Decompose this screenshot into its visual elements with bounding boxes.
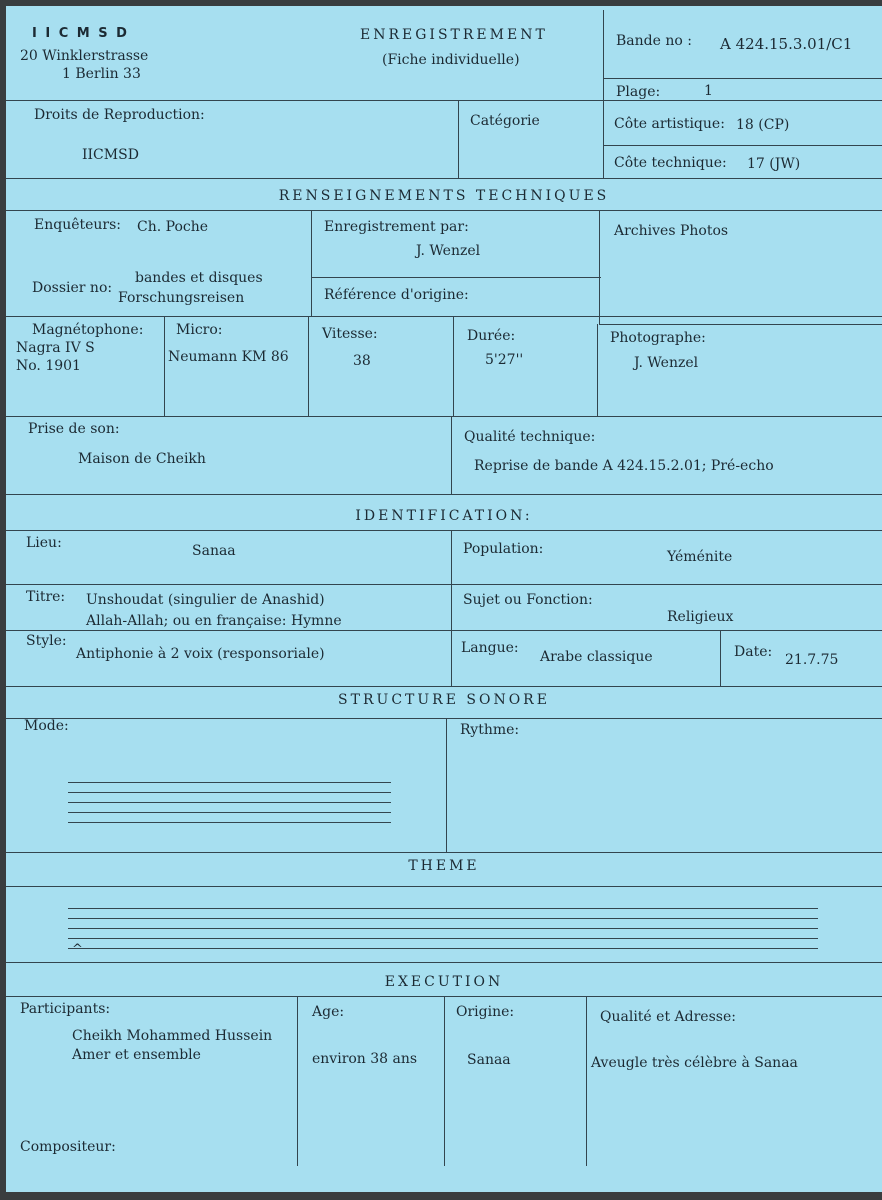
population-value: Yéménite [667,549,733,565]
rule-micro-right [308,316,309,416]
prise-de-son-value: Maison de Cheikh [78,451,206,467]
qualite-adresse-value: Aveugle très célèbre à Sanaa [591,1055,798,1071]
section-execution: EXECUTION [384,974,504,990]
cote-artistique-label: Côte artistique: [614,116,725,132]
rule-rights-bottom [6,178,882,179]
theme-staff-line [68,938,818,939]
rule-magneto-right [164,316,165,416]
reference-origine-label: Référence d'origine: [324,287,469,303]
form-subtitle: (Fiche individuelle) [382,52,520,68]
rythme-label: Rythme: [460,722,520,738]
style-value: Antiphonie à 2 voix (responsoriale) [76,646,325,662]
enqueteurs-value: Ch. Poche [137,219,209,235]
rule-enreg-right [599,210,600,324]
rule-prise-right [451,416,452,494]
section-identification: IDENTIFICATION: [355,508,533,524]
section-renseignements-techniques: RENSEIGNEMENTS TECHNIQUES [278,188,610,204]
population-label: Population: [463,541,544,557]
rule-origine-right [586,996,587,1166]
langue-label: Langue: [461,640,519,656]
mode-staff-line [68,822,391,823]
magnetophone-label: Magnétophone: [32,322,144,338]
prise-de-son-label: Prise de son: [28,421,120,437]
org-name: I I C M S D [32,26,129,41]
participants-value-line2: Amer et ensemble [72,1047,201,1063]
micro-value: Neumann KM 86 [168,349,289,365]
rule-enqueteurs-right [311,210,312,316]
theme-staff-line [68,918,818,919]
theme-staff-line [68,908,818,909]
rule-theme-bottom [6,962,882,963]
rule-style-bottom [6,686,882,687]
origine-value: Sanaa [467,1052,511,1068]
rule-reference-top [311,277,601,278]
rule-vitesse-right [453,316,454,416]
vitesse-label: Vitesse: [322,326,378,342]
date-label: Date: [734,644,773,660]
mode-staff-line [68,802,391,803]
mode-staff-line [68,812,391,813]
rule-ident-section-bottom [6,530,882,531]
rule-age-right [444,996,445,1166]
rule-cote-art-bottom [603,145,882,146]
qualite-technique-label: Qualité technique: [464,429,596,445]
rule-structure-middle [446,718,447,852]
rule-structure-bottom [6,852,882,853]
enqueteurs-label: Enquêteurs: [34,217,122,233]
dossier-value-line1: bandes et disques [135,270,263,286]
duree-value: 5'27'' [485,352,524,368]
titre-label: Titre: [26,589,66,605]
droits-value: IICMSD [82,147,139,163]
rule-duree-right [597,324,598,416]
rule-categorie-left [458,100,459,178]
droits-label: Droits de Reproduction: [34,107,205,123]
rule-plage-top [603,78,882,79]
rule-photographe-top [599,324,882,325]
rule-tech-section-bottom [6,210,882,211]
plage-value: 1 [704,83,713,99]
cote-technique-value: 17 (JW) [747,156,801,172]
theme-staff-line [68,928,818,929]
magnetophone-value-line2: No. 1901 [16,358,81,374]
rule-header-right [603,10,604,178]
rule-equipment-bottom [6,416,882,417]
cote-artistique-value: 18 (CP) [736,117,790,133]
lieu-value: Sanaa [192,543,236,559]
compositeur-label: Compositeur: [20,1139,116,1155]
titre-value-line1: Unshoudat (singulier de Anashid) [86,592,325,608]
theme-mark: ^ [72,942,83,957]
record-card [6,6,882,1192]
rule-header-bottom [6,100,882,101]
rule-dossier-bottom [6,316,882,317]
sujet-fonction-label: Sujet ou Fonction: [463,592,593,608]
style-label: Style: [26,633,67,649]
dossier-label: Dossier no: [32,280,113,296]
form-title: ENREGISTREMENT [360,27,548,43]
magnetophone-value-line1: Nagra IV S [16,340,95,356]
rule-structure-section-bottom [6,718,882,719]
age-label: Age: [312,1004,345,1020]
photographe-label: Photographe: [610,330,706,346]
rule-ident-middle [451,530,452,686]
rule-langue-right [720,630,721,686]
org-address-city: 1 Berlin 33 [62,66,141,82]
vitesse-value: 38 [353,353,371,369]
plage-label: Plage: [616,84,661,100]
mode-label: Mode: [24,718,69,734]
micro-label: Micro: [176,322,223,338]
rule-participants-right [297,996,298,1166]
bande-value: A 424.15.3.01/C1 [720,35,853,53]
date-value: 21.7.75 [785,652,839,668]
enregistrement-par-value: J. Wenzel [416,243,481,259]
sujet-fonction-value: Religieux [667,609,734,625]
archives-photos-label: Archives Photos [614,223,729,239]
langue-value: Arabe classique [540,649,653,665]
participants-value-line1: Cheikh Mohammed Hussein [72,1028,273,1044]
mode-staff-line [68,782,391,783]
theme-staff-line [68,948,818,949]
section-structure-sonore: STRUCTURE SONORE [338,692,550,708]
duree-label: Durée: [467,328,516,344]
photographe-value: J. Wenzel [634,355,699,371]
rule-theme-section-bottom [6,886,882,887]
origine-label: Origine: [456,1004,515,1020]
lieu-label: Lieu: [26,535,62,551]
titre-value-line2: Allah-Allah; ou en française: Hymne [86,613,342,629]
rule-lieu-bottom [6,584,882,585]
categorie-label: Catégorie [470,113,540,129]
age-value: environ 38 ans [312,1051,418,1067]
dossier-value-line2: Forschungsreisen [118,290,245,306]
section-theme: THEME [408,858,480,874]
org-address-street: 20 Winklerstrasse [20,48,149,64]
bande-label: Bande no : [616,33,692,49]
mode-staff-line [68,792,391,793]
cote-technique-label: Côte technique: [614,155,727,171]
rule-titre-bottom [6,630,882,631]
rule-prise-bottom [6,494,882,495]
qualite-adresse-label: Qualité et Adresse: [600,1009,736,1025]
enregistrement-par-label: Enregistrement par: [324,219,469,235]
qualite-technique-value: Reprise de bande A 424.15.2.01; Pré-echo [474,458,774,474]
participants-label: Participants: [20,1001,111,1017]
